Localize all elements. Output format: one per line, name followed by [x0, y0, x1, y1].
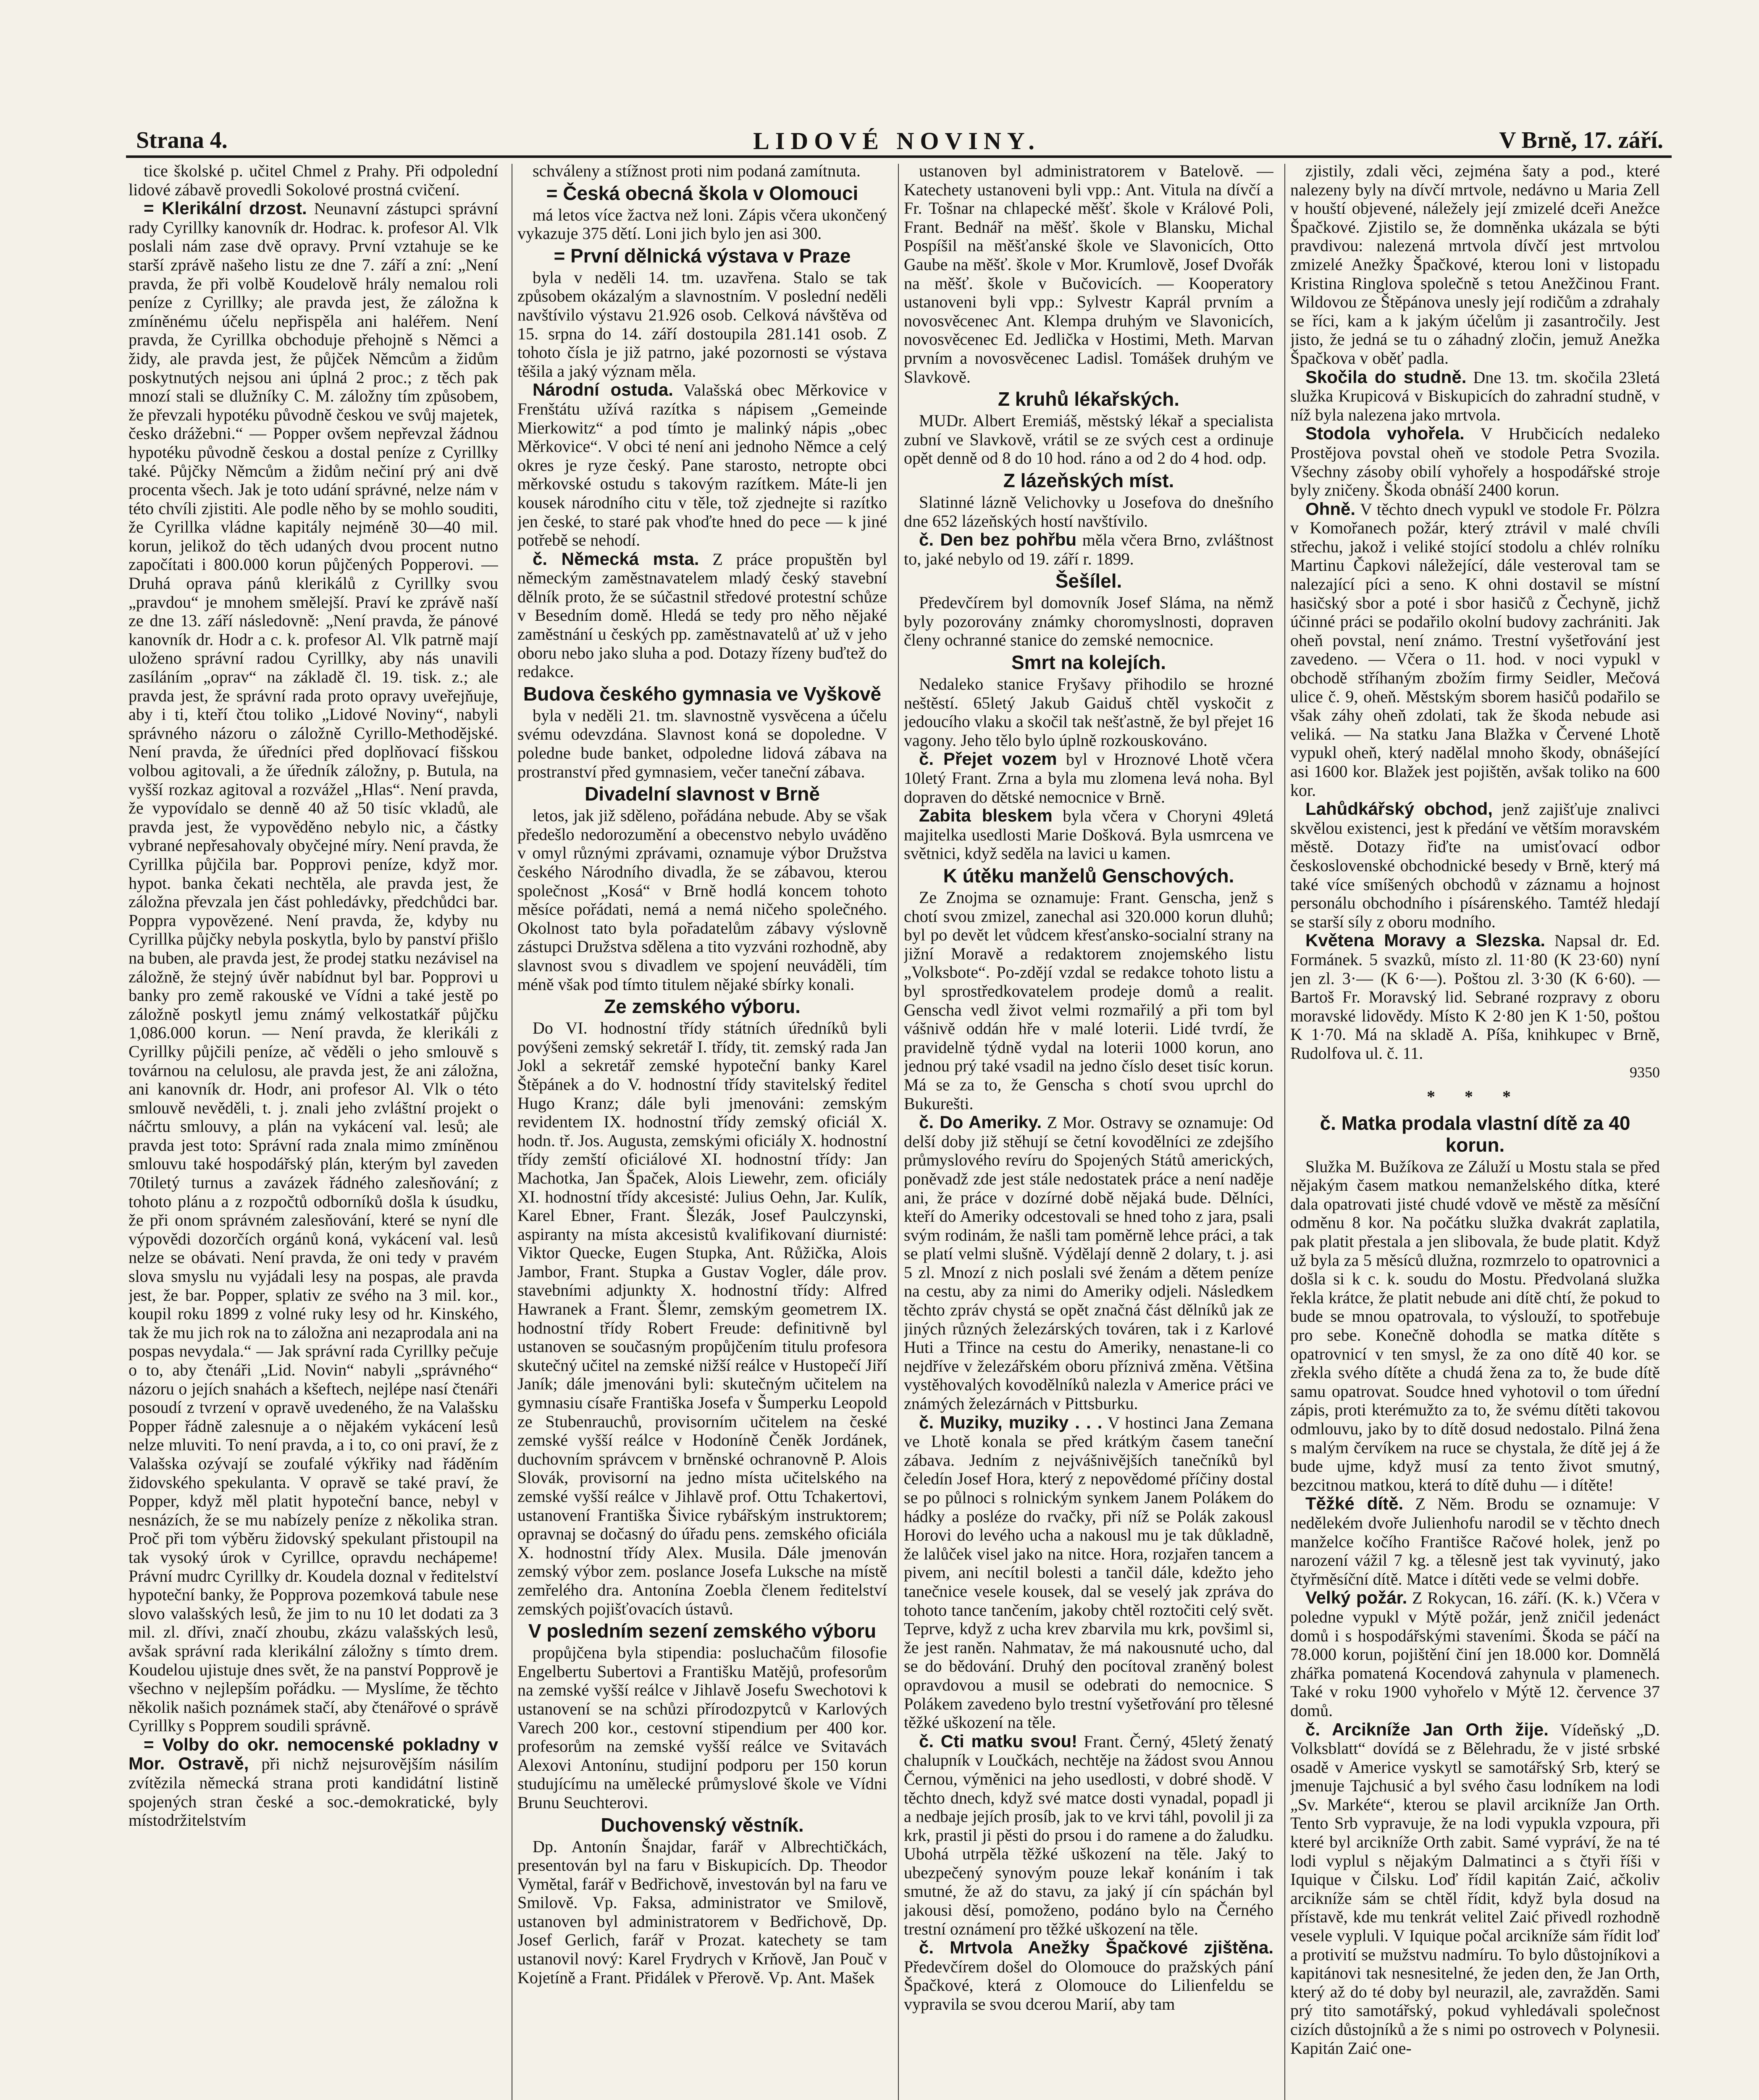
article-paragraph: [904, 530, 1273, 568]
article-paragraph: [129, 162, 498, 199]
inline-headline: Ohně.: [1305, 499, 1356, 519]
inline-headline: Květena Moravy a Slezska.: [1305, 930, 1545, 950]
article-paragraph: [517, 806, 887, 994]
article-paragraph: [904, 1113, 1273, 1413]
paragraph-text: Z práce propuštěn byl německým zaměstnavatelem mladý český stavební dělník proto, že se súčastnil středové protestní schůze v Besedním domě. Hledá se tedy pro něho nějaké zaměstnání u českých pp. zaměstnavatelů ať už v jeho oboru nebo jako sluha a pod. Dotazy řízeny buďtež do redakce.: [517, 549, 887, 681]
article-paragraph: [517, 268, 887, 381]
article-paragraph: [517, 1019, 887, 1618]
paragraph-text: Služka M. Bužíkova ze Záluží u Mostu stala se před nějakým časem matkou nemanželského dítka, které dala opatrovati jisté chudé vdově ve městě za měsíční odměnu 8 kor. Na počátku služka dvakrát zaplatila, pak platit přestala a jen slibovala, že bude platit. Když už byla za 5 měsíců dlužna, rozmrzelo to opatrovnici a došla si k c. k. soudu do Mostu. Předvolaná služka řekla krátce, že platit nebude ani dítě chtí, že pokud to bude se mnou opatrovala, to výslouží, to spotřebuje pro sebe. Konečně dohodla se matka dítěte s opatrovnicí v ten smysl, že za ono dítě 40 kor. se zřekla svého dítěte a chudá žena za to, že bude dítě samu opatrovat. Soudce hned vyhotovil o tom úřední zápis, proti kterémužto za to, že svému dítěti takovou odmlouvu, jako by to dítě dosud nedostalo. Pilná žena s malým červíkem na ruce se chystala, že dítě jej á že bude ujme, když musí za tento život smutný, bezcitnou matkou, která to dítě duhu — i dítěte!: [1290, 1157, 1660, 1494]
column-divider: [1284, 164, 1285, 2100]
inline-headline: Lahůdkářský obchod,: [1305, 799, 1493, 819]
inline-headline: č. Do Ameriky.: [919, 1112, 1042, 1132]
article-headline: č. Matka prodala vlastní dítě za 40 korun.: [1320, 1112, 1630, 1156]
inline-headline: Skočila do studně.: [1305, 367, 1467, 387]
article-headline: Z kruhů lékařských.: [998, 388, 1180, 410]
paragraph-text: letos, jak již sděleno, pořádána nebude. Aby se však předešlo nedorozumění a obecenstvo nebylo uváděno v omyl různými zprávami, oznamuje výbor Družstva českého Národního divadla, že se zábavou, kterou společnost „Kosá“ v Brně hodlá koncem tohoto měsíce pořádati, nemá a nemá ničeho společného. Okolnost tato byla pořadatelům zábavy výslovně zástupci Družstva sdělena a tito vyzváni rozhodně, aby slavnost svou s divadlem ve spojení neuváděli, tím méně však pod tímto titulem nějaké sbírky konali.: [517, 806, 887, 994]
article-paragraph: [129, 199, 498, 1735]
inline-headline: č. Den bez pohřbu: [919, 530, 1077, 550]
article-paragraph: [1290, 368, 1660, 425]
article-paragraph: [1290, 1720, 1660, 2058]
paragraph-text: Předevčírem byl domovník Josef Sláma, na němž byly pozorovány známky choromyslnosti, dopraven členy ochranné stanice do zemské nemocnice.: [904, 593, 1273, 650]
paragraph-text: ustanoven byl administratorem v Batelově. — Katechety ustanoveni byli vpp.: Ant. Vitula na dívčí a Fr. Tošnar na chlapecké měšť. škole v Králové Poli, Frant. Bednář na měšť. škole v Blansku, Michal Pospíšil na měšťanské škole ve Slavonicích, Otto Gaube na měšť. škole v Mor. Krumlově, Josef Dvořák na měšť. škole v Bučovicích. — Kooperatory ustanoveni byli vpp.: Sylvestr Kaprál prvním a novosvěcenec Ant. Klempa druhým ve Slavonicích, novosvěcenec Ed. Jedlička v Hostimi, Meth. Marvan prvním a novosvěcenec Ladisl. Tomášek druhým ve Slavkově.: [904, 162, 1273, 386]
article-paragraph: [517, 381, 887, 549]
article-paragraph: [1290, 931, 1660, 1063]
article-paragraph: [1290, 162, 1660, 368]
inline-headline: č. Mrtvola Anežky Špačkové zjištěna.: [919, 1937, 1273, 1958]
article-paragraph: [904, 675, 1273, 750]
article-headline: Duchovenský věstník.: [601, 1814, 804, 1836]
paragraph-text: Předevčírem došel do Olomouce do pražských pání Špačkové, která z Olomouce do Lilienfeldu se vypravila se svou dcerou Marií, aby tam: [904, 1957, 1273, 2014]
article-paragraph: [904, 806, 1273, 863]
paragraph-text: Vídeňský „D. Volksblatt“ dovídá se z Bělehradu, že v jisté srbské osadě v Americe vyskytl se samotářský Srb, který se jmenuje Tajchusić a byl svého času lodníkem na lodi „Sv. Markéte“, kterou se plavil arcikníže Jan Orth. Tento Srb vypravuje, že na lodi vypukla vzpoura, při které byl arcikníže Orth zabit. Samé vypráví, že na té lodi vyplul s nějakým Dalmatinci a s čtyři říši v Iquique v Čilsku. Loď řídil kapitán Zaić, ačkoliv arcikníže sám se chtěl řídit, když byla dosud na přístavě, kde mu tenkrát velitel Zaić přivedl rozhodně vesele vypluli. V Iquique počal arcikníže sám řídit loď a protivití se mužstvu nadmíru. To bylo důstojníkovi a kapitánovi tak nesnesitelné, že jeden den, že Jan Orth, který až do té doby byl neurazil, ale, zavražděn. Sami prý tito samotářský, pokud vyhledávali společnost cizích důstojníků a že s nimi po ostrovech v Polynesii. Kapitán Zaić one-: [1290, 1720, 1660, 2058]
paragraph-text: byla v neděli 14. tm. uzavřena. Stalo se tak způsobem okázalým a slavnostním. V poslední neděli navštívilo výstavu 21.926 osob. Celková návštěva od 15. srpna do 14. září dostoupila 281.141 osob. Z tohoto čísla je již patrno, jaké pozornosti se výstava těšila a jaký význam měla.: [517, 268, 887, 381]
inline-headline: č. Arcikníže Jan Orth žije.: [1305, 1719, 1549, 1739]
ad-code: 9350: [1630, 1063, 1660, 1081]
inline-headline: č. Muziky, muziky . . .: [919, 1412, 1103, 1432]
paragraph-text: tice školské p. učitel Chmel z Prahy. Při odpolední lidové zábavě provedli Sokolové prostná cvičení.: [129, 162, 498, 199]
article-paragraph: [517, 550, 887, 681]
paragraph-text: Neunavní zástupci správní rady Cyrillky kanovník dr. Hodrac. k. profesor Al. Vlk poslali nám zase dvě opravy. První vztahuje se ke starší zprávě našeho listu ze dne 7. září a zní: „Není pravda, že při volbě Koudelově hrály nemalou roli peníze z Cyrillky; ale pravda jest, že záložna k zmíněnému účelu nepřispěla ani haléřem. Není pravda, že Cyrillka obchoduje přehojně s Němci a židy, ale pravda jest, že půjček Němcům a židům poskytnutých nejsou ani úplná 2 proc.; z těch pak mnozí stali se dlužníky C. M. záložny tím způsobem, že převzali hypotéku původně českou ve svůj majetek, česko drážebni.“ — Popper ovšem nepřevzal žádnou hypotéku původně českou a dostal peníze z Cyrillky také. Půjčky Němcům a židům nečiní prý ani dvě procenta všech. Jak je toto udání správné, nelze nám v této chvíli zjistiti. Ale podle něho by se mohlo souditi, že Cyrillka vládne kapitály nejméně 30—40 mil. korun, jelikož do těch udaných dvou procent nutno započítati i 800.000 korun půjčených Popperovi. — Druhá oprava pánů klerikálů z Cyrillky svou „pravdou“ je mnohem smělejší. Praví ke zprávě naší ze dne 13. září následovně: „Není pravda, že pánové kanovník dr. Hodr a c. k. profesor Al. Vlk patrně mají uloženo správní radou Cyrillky, aby nás unavili zasíláním „oprav“ na základě čl. 19. tisk. z.; ale pravda jest, že správní rada proto opravy uveřejňuje, aby i ti, kteří čtou toliko „Lidové Noviny“, nabyli správného názoru o záložně Cyrillo-Methodějské. Není pravda, že úředníci před doplňovací fišskou volbou agitovali, a že úředník záložny, p. Butula, na vyšší rozkaz agitoval a rozvážel „Hlas“. Není pravda, že vypovídalo se denně 40 až 50 tisíc vkladů, ale pravda jest, že vypověděno nebylo nic, a částky vybrané nepřesahovaly obyčejné míry. Není pravda, že Cyrillka půjčila bar. Popprovi peníze, když mor. hypot. banka čekati nechtěla, ale pravda jest, že záložna převzala jen část pohledávky, předchůdci bar. Poppra vypovězené. Není pravda, že, kdyby nu Cyrillka půjčky nebyla poskytla, bylo by panství přišlo na buben, ale pravda jest, že prodej statku nezávisel na záložně, že stejný úvěr nabídnut byl bar. Popprovi u banky pro země rakouské ve Vídni a také jestě po záložně poskytl jemu známý velkostatkář půjčku 1,086.000 korun. — Není pravda, že klerikáli z Cyrillky půjčili peníze, ač věděli o jeho smlouvě s továrnou na celulosu, ale pravda jest, že ani záložna, ani kanovník dr. Hodr, ani profesor Al. Vlk o této smlouvě nevěděli, t. j. znali jeho zvláštní projekt o náčrtu smlouvy, a plán na vykácení val. lesů; ale pravda jest toto: Správní rada znala mimo zmíněnou smlouvu také hospodářský plán, kterým byl zaveden 70tiletý turnus a zavázek řádného zalesňování; z tohoto plánu a z rozpočtů odborníků došla k úsudku, že při onom správném zalesňování, které se nyní dle výpovědi dozorčích orgánů koná, vykácení val. lesů nelze se obávati. Není pravda, že oni tedy v pravém slova smyslu nu vyjádali lesy na pospas, ale pravda jest, že bar. Popper, splativ ze svého na 3 mil. kor., koupil roku 1899 z volné ruky lesy od hr. Kinského, tak že mu jich rok na to záložna ani nezaprodala ani na pospas nevydala.“ — Jak správní rada Cyrillky pečuje o to, aby čtenáři „Lid. Novin“ nabyli „správného“ názoru o jejích snahách a kšeftech, nejlépe nasí čtenáři posoudí z tvrzení v opravě uvedeného, že na Valašsku Popper řádně zalesnuje a o nějakém vykácení lesů nelze mluviti. To není pravda, a i to, co oni praví, že z Valašska ozývají se zoufalé výkřiky nad řáděním židovského spekulanta. V opravě se také praví, že Popper, když měl platit hypoteční bance, nebyl v nesnázích, že se mu nabízely peníze z několika stran. Proč při tom výběru židovský spekulant přistoupil na tak vysoký úrok v Cyrillce, opravdu nechápeme! Právní mudrc Cyrillky dr. Koudela doznal v ředitelství hypoteční banky, že Popprova pozemková tabule nese slovo valašských lesů, že jim to nu 10 let dodati za 3 mil. zl. dřívi, značí zhoubu, zkázu valašských lesů, avšak správní rada klerikální záložny s tímto drem. Koudelou ujistuje dnes svět, že na panství Popprově je všechno v nejlepším pořádku. — Myslíme, že těchto několik našich poznámek stačí, aby čtenářové o správě Cyrillky s Popprem soudili správně.: [129, 199, 498, 1735]
newspaper-title: LIDOVÉ NOVINY.: [753, 127, 1040, 155]
paragraph-text: má letos více žactva než loni. Zápis včera ukončený vykazuje 375 dětí. Loni jich bylo jen asi 300.: [517, 205, 887, 243]
article-headline: Divadelní slavnost v Brně: [585, 783, 820, 805]
paragraph-text: V Hrubčicích nedaleko Prostějova povstal oheň ve stodole Petra Svozila. Všechny zásoby obilí vyhořely a hospodářské stroje byly zničeny. Škoda obnáší 2400 korun.: [1290, 424, 1660, 500]
paragraph-text: Do VI. hodnostní třídy státních úředníků byli povýšeni zemský sekretář I. třídy, tit. zemský rada Jan Jokl a sekretář zemské hypoteční banky Karel Štěpánek a do V. hodnostní třídy stavitelský ředitel Hugo Kranz; dále byli jmenováni: zemským revidentem IX. hodnostní třídy zemský oficiál X. hodn. tř. Jos. Augusta, zemskými oficiály X. hodnostní třídy zemští oficiálové XI. hodnostní třídy: Jan Machotka, Jan Špaček, Alois Liewehr, zem. oficiály XI. hodnostní třídy akcesisté: Julius Oehn, Jar. Kulík, Karel Ebner, Frant. Šlezák, Josef Paulczynski, aspiranty na místa akcesistů kvalifikovaní diurnisté: Viktor Quecke, Eugen Stupka, Ant. Růžička, Alois Jambor, Frant. Stupka a Gustav Vogler, dále prov. stavebními adjunkty X. hodnostní třídy: Alfred Hawranek a Frant. Šlemr, zemským geometrem IX. hodnostní třídy Robert Freude: definitivně byl ustanoven se současným propůjčením titulu profesora skutečný učitel na zemské nižší reálce v Hustopečí Jiří Janík; dále jmenováni byli: skutečným učitelem na gymnasiu císaře Františka Josefa v Šumperku Leopold ze Stubenrauchů, provisorním učitelem na české zemské vyšší reálce v Hodoníně Čeněk Jordánek, duchovním správcem v brněnské ochranovně P. Alois Slovák, provisorní na jedno místa učitelského na zemské vyšší reálce v Jihlavě prof. Ottu Tchakertovi, ustanovení Františka Šivice rybářským instruktorem; opravnaj se dočasný do úřadu pens. zemského oficiála X. hodnostní třídy Alex. Musila. Dále jmenován zemský výbor zem. poslance Josefa Luksche na místě zemřelého dra. Antonína Zoebla členem ředitelství zemských pojišťovacích ústavů.: [517, 1018, 887, 1618]
article-paragraph: [1290, 500, 1660, 800]
article-headline: K útěku manželů Genschových.: [943, 865, 1234, 887]
column-1: [129, 162, 498, 2100]
article-headline: Šešílel.: [1055, 570, 1122, 592]
article-paragraph: [904, 888, 1273, 1113]
column-divider: [898, 164, 899, 2100]
article-paragraph: [517, 1838, 887, 1987]
paragraph-text: V těchto dnech vypukl ve stodole Fr. Pölzra v Komořanech požár, který ztrávil v malé chvíli střechu, jakož i veliké stojící stodolu a chlév rolníku Martinu Čapkovi náležející, dále vesteroval tam se nalezající píci a seno. K ohni dostavil se místní hasičský sbor a poté i sbor hasičů z Čechyně, jichž účinné práci se podařilo okolní budovy zachrániti. Jak oheň povstal, není známo. Trestní vyšetřování jest zavedeno. — Včera o 11. hod. v noci vypukl v obchodě stříhaným zbožím firmy Seidler, Mečová ulice č. 9, oheň. Městským sborem hasičů podařilo se však záhy oheň zdolati, tak že škoda nebude asi veliká. — Na statku Jana Blažka v Červené Lhotě vypukl oheň, který nadělal mnoho škody, obnášející asi 1600 kor. Blažek jest pojištěn, avšak toliko na 600 kor.: [1290, 499, 1660, 800]
article-paragraph: [517, 162, 887, 181]
article-headline: Smrt na kolejích.: [1011, 651, 1166, 674]
inline-headline: Velký požár.: [1305, 1588, 1407, 1608]
paragraph-text: při nichž nejsurovějším násilím zvítězila německá strana proti kandidátní listině spojených stran české a soc.-demokratické, byly místodržitelstvím: [129, 1754, 498, 1830]
section-separator: * * *: [1427, 1087, 1523, 1106]
paragraph-text: zjistily, zdali věci, zejména šaty a pod., které nalezeny byly na dívčí mrtvole, nedávno u Maria Zell v houští objevené, náležely její zmizelé dceři Anežce Špačkové. Zjistilo se, že domněnka ukázala se býti pravdivou: nalezená mrtvola dívčí jest mrtvolou zmizelé Anežky Špačkové, kterou loni v listopadu Kristina Ringlova společně s tetou Anežčinou Frant. Wildovou ze Štěpánova unesly její rodičům a zdrahaly se říci, kam a k jakým účelům ji zasantročily. Jest jisto, že jedná se tu o záhadný zločin, jemuž Anežka Špačkova v oběť padla.: [1290, 162, 1660, 368]
article-paragraph: [904, 493, 1273, 530]
inline-headline: č. Přejet vozem: [919, 749, 1057, 769]
article-paragraph: [1290, 1494, 1660, 1588]
paragraph-text: měla včera Brno, zvláštnost to, jaké nebylo od 19. září r. 1899.: [904, 530, 1273, 568]
paragraph-text: Dne 13. tm. skočila 23letá služka Krupicová v Biskupicích do zahradní studně, v níž byla nalezena jako mrtvola.: [1290, 368, 1660, 424]
column-3: [904, 162, 1273, 2100]
inline-headline: č. Německá msta.: [533, 549, 699, 569]
article-paragraph: [1290, 1588, 1660, 1720]
article-paragraph: [904, 593, 1273, 650]
paragraph-text: Frant. Černý, 45letý ženatý chalupník v Loučkách, nechtěje na žádost svou Annou Černou, výměnici na jeho usedlosti, v dobré shodě. V těchto dnech, když své matce dosti vynadal, popadl ji a nedbaje jejích prosíb, jak to ve krvi táhl, povolil ji za krk, prastil ji pěsti do prsou i do ramene a do žaludku. Ubohá utrpěla těžké uškození na těle. Jaký to ubezpečený synovým pouze lekař konáním i tak smutné, že až do stavu, za jaký jí cín spáchán byl jakousi děsí, pomoženo, podáno bylo na Černého trestní oznámení pro těžké uškození na těle.: [904, 1732, 1273, 1938]
paragraph-text: jenž zajišťuje znalivci skvělou existenci, jest k předání ve větším moravském městě. Dotazy řiďte na umisťovací odbor československé obchodnické besedy v Brně, který má také více smíšených obchodů v záznamu a hojnost personálu obchodního i písárenského. Tamtéž hledají se starší síly z oboru modního.: [1290, 800, 1660, 931]
inline-headline: Národní ostuda.: [533, 380, 673, 400]
paragraph-text: byl v Hroznové Lhotě včera 10letý Frant. Zrna a byla mu zlomena levá noha. Byl dopraven do dětské nemocnice v Brně.: [904, 750, 1273, 806]
paragraph-text: propůjčena byla stipendia: posluchačům filosofie Engelbertu Subertovi a Františku Matějů, profesorům na zemské vyšší reálce v Jihlavě Josefu Swechotovi k ustanovení se na schůzi přírodozpytců v Karlových Varech 200 kor., cestovní stipendium per 400 kor. profesorům na zemské vyšší reálce ve Svitavách Alexovi Antonínu, studijní podporu per 150 korun studujícímu na umělecké průmyslové škole ve Vídni Brunu Seuchterovi.: [517, 1643, 887, 1812]
article-paragraph: [1290, 800, 1660, 931]
paragraph-text: Nedaleko stanice Fryšavy přihodilo se hrozné neštěstí. 65letý Jakub Gaiduš chtěl vyskočit z jedoucího vlaku a skočil tak nešťastně, že byl přejet 16 vagony. Jeho tělo bylo úplně rozkouskováno.: [904, 675, 1273, 750]
inline-headline: Zabita bleskem: [919, 806, 1053, 826]
article-headline: Ze zemského výboru.: [604, 995, 801, 1018]
article-headline: V posledním sezení zemského výboru: [528, 1620, 877, 1642]
inline-headline: = Klerikální drzost.: [144, 198, 307, 218]
inline-headline: = Volby do okr. nemocenské pokladny v Mor. Ostravě,: [129, 1734, 498, 1774]
article-paragraph: [1290, 1158, 1660, 1495]
article-paragraph: [517, 206, 887, 243]
paragraph-text: Z Něm. Brodu se oznamuje: V nedělekém dvoře Julienhofu narodil se v těchto dnech manželce kočího Františce Račové holek, jenž po narození vážil 7 kg. a tělesně jest tak vyvinutý, jako čtyřměsíční dítě. Matce i dítěti vede se velmi dobře.: [1290, 1494, 1660, 1588]
article-paragraph: [904, 750, 1273, 806]
article-paragraph: [904, 1938, 1273, 2013]
page-number: Strana 4.: [136, 127, 228, 153]
paragraph-text: Napsal dr. Ed. Formánek. 5 svazků, místo zl. 11·80 (K 23·60) nyní jen zl. 3·— (K 6·—). Poštou zl. 3·30 (K 6·60). — Bartoš Fr. Moravský lid. Sebrané rozpravy z oboru moravské lidovědy. Místo K 2·80 jen K 1·50, poštou K 1·70. Má na skladě A. Píša, knihkupec v Brně, Rudolfova ul. č. 11.: [1290, 931, 1660, 1063]
issue-date: V Brně, 17. září.: [1499, 127, 1663, 153]
inline-headline: Stodola vyhořela.: [1305, 423, 1465, 444]
article-paragraph: [517, 706, 887, 781]
paragraph-text: MUDr. Albert Eremiáš, městský lékař a specialista zubní ve Slavkově, vrátil se ze svých cest a ordinuje opět denně od 8 do 10 hod. ráno a od 2 do 4 hod. odp.: [904, 411, 1273, 468]
inline-headline: č. Cti matku svou!: [919, 1731, 1078, 1751]
paragraph-text: Dp. Antonín Šnajdar, farář v Albrechtičkách, presentován byl na faru v Biskupicích. Dp. Theodor Vymětal, farář v Bedřichově, investován byl na faru ve Smilově. Vp. Faksa, administrator ve Smilově, ustanoven byl administratorem v Bedřichově, Dp. Josef Gerlich, farář v Prozat. katechety se tam ustanovil nový: Karel Frydrych v Krňově, Jan Pouč v Kojetíně a Frant. Přidálek v Přerově. Vp. Ant. Mašek: [517, 1837, 887, 1987]
paragraph-text: schváleny a stížnost proti nim podaná zamítnuta.: [533, 162, 861, 180]
article-headline: Budova českého gymnasia ve Vyškově: [523, 682, 882, 705]
article-headline: Z lázeňských míst.: [1003, 469, 1174, 491]
article-paragraph: [904, 1732, 1273, 1939]
article-paragraph: [517, 1643, 887, 1812]
article-paragraph: [129, 1735, 498, 1830]
header-rule: [126, 155, 1672, 158]
article-paragraph: [904, 162, 1273, 386]
paragraph-text: Z Rokycan, 16. září. (K. k.) Včera v poledne vypukl v Mýtě požár, jenž zničil jedenáct domů i s hospodářskými staveními. Škoda se páčí na 78.000 korun, pojištění činí jen 18.000 kor. Domnělá zhářka pomatená Kocendová zahynula v plamenech. Také v roku 1900 vyhořelo v Mýtě 12. července 37 domů.: [1290, 1588, 1660, 1720]
article-headline: = Česká obecná škola v Olomouci: [546, 182, 858, 204]
inline-headline: Těžké dítě.: [1305, 1494, 1404, 1514]
paragraph-text: Valašská obec Měrkovice v Frenštátu užívá razítka s nápisem „Gemeinde Mierkowitz“ a pod tímto je malinký nápis „obec Měrkovice“. V obci té není ani jednoho Němce a celý okres je ryze český. Pane starosto, netropte obci měrkovské ostudu s takovým razítkem. Máte-li jen kousek národního citu v těle, tož zjednejte si razítko jen české, to staré pak vhoďte hned do pece — k jiné potřebě se nehodí.: [517, 381, 887, 550]
paragraph-text: V hostinci Jana Zemana ve Lhotě konala se před krátkým časem taneční zábava. Jedním z nejvášnivějších tanečníků byl čeledín Josef Hora, který z nepovědomé příčiny dostal se po půlnoci s rolnickým synkem Janem Polákem do hádky a posléze do rvačky, při níž se Polák zakousl Horovi do levého ucha a nakousl mu je tak důkladně, že lalůček visel jako na nitce. Hora, rozjařen tancem a pivem, ani necítil bolesti a tančil dále, kdežto jeho tanečnice vesele kousek, dal se veselý jak zpráva do tohoto tance tančením, jakoby chtěl roztočiti celý svět. Teprve, když z ucha krev zbarvila mu krk, povšiml si, že jest raněn. Nahmatav, že má nakousnuté ucho, dal se do bědování. Druhý den pocítoval zraněný bolest opravdovou a musil se odebrati do nemocnice. S Polákem zavedeno bylo trestní vyšetřování pro tělesné těžké uškození na těle.: [904, 1413, 1273, 1732]
paragraph-text: byla v neděli 21. tm. slavnostně vysvěcena a účelu svému odevzdána. Slavnost koná se dopoledne. V poledne bude banket, odpoledne lidová zábava na prostranství před gymnasiem, večer taneční zábava.: [517, 706, 887, 781]
paragraph-text: Z Mor. Ostravy se oznamuje: Od delší doby již stěhují se četní kovodělníci ze zdejšího průmyslového revíru do Spojených Států amerických, poněvadž zde jest stále nedostatek práce a není naděje ani, že práce v dozírné době nějaká bude. Dělníci, kteří do Ameriky odcestovali se hned toho z jara, psali svým rodinám, že našli tam poměrně lehce práci, a tak se platí velmi slušně. Výdělají denně 2 dolary, t. j. asi 5 zl. Mnozí z nich poslali své ženám a dětem peníze na cestu, aby za nimi do Ameriky odjeli. Následkem těchto zpráv chystá se opět značná část dělníků jak ze jiných různých železárských továren, tak i z Karlové Huti a Třince na cestu do Ameriky, nenastane-li co nejdříve v železářském oboru příznivá změna. Většina vystěhovalých kovodělníků nalezla v Americe práci ve známých železárnách v Pittsburku.: [904, 1113, 1273, 1413]
article-paragraph: [1290, 424, 1660, 499]
article-paragraph: [904, 412, 1273, 468]
paragraph-text: Ze Znojma se oznamuje: Frant. Genscha, jenž s chotí svou zmizel, zanechal asi 320.000 korun dluhů; byl po devět let vůdcem křesťansko-socialní strany na jižní Moravě a redaktorem znojemského listu „Volksbote“. Po-zdějí vzdal se redakce tohoto listu a byl sprostředkovatelem prodeje domů a realit. Genscha vedl život velmi rozmařilý a při tom byl vášnivě oddán hře v malé loterii. Lidé tvrdí, že pravidelně týdně vydal na loterii 1000 korun, ano jednou prý také vsadil na jedno číslo deset tisíc korun. Má se za to, že Genscha s chotí svou uprchl do Bukurešti.: [904, 888, 1273, 1113]
paragraph-text: byla včera v Choryni 49letá majitelka usedlosti Marie Došková. Byla usmrcena ve světnici, když seděla na lavici u kamen.: [904, 806, 1273, 863]
article-headline: = První dělnická výstava v Praze: [554, 244, 851, 267]
article-paragraph: [904, 1413, 1273, 1732]
column-2: [517, 162, 887, 2100]
column-4: [1290, 162, 1660, 2100]
paragraph-text: Slatinné lázně Velichovky u Josefova do dnešního dne 652 lázeňských hostí navštívilo.: [904, 492, 1273, 530]
